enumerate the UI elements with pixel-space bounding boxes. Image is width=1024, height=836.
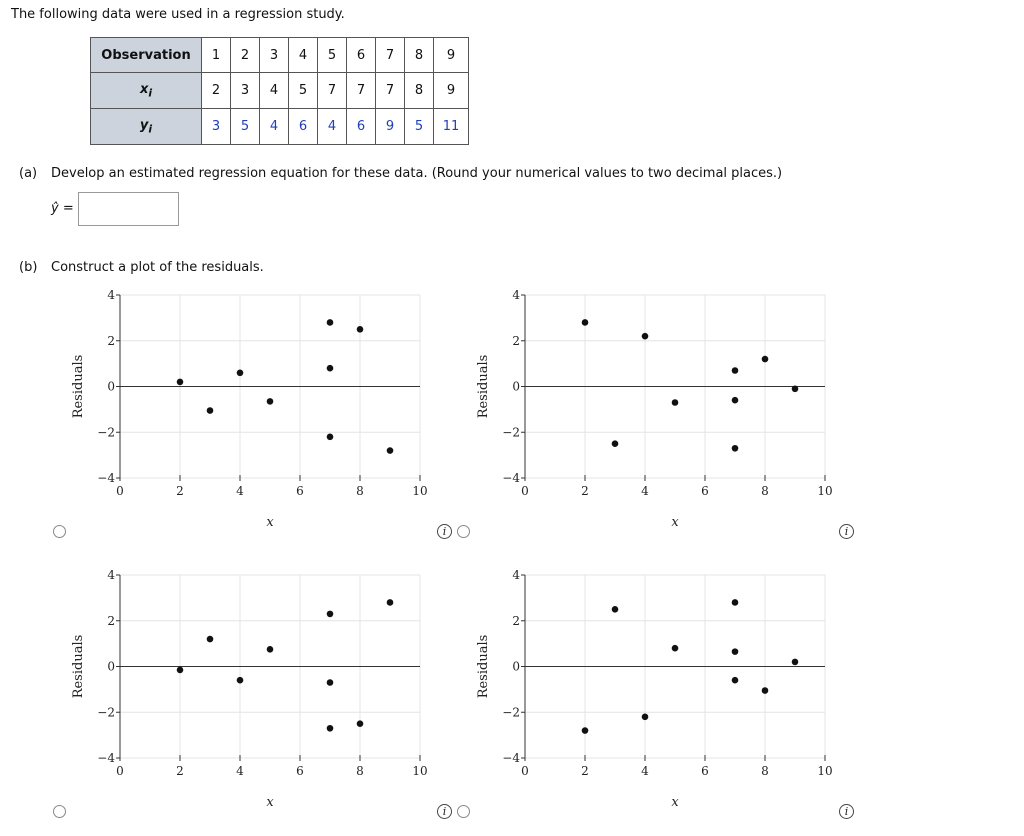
residual-point: [177, 667, 184, 674]
residual-point: [207, 407, 214, 414]
y-tick-label: −4: [502, 751, 520, 765]
x-tick-label: 10: [412, 764, 428, 778]
x-tick-label: 4: [236, 764, 244, 778]
y-header: $y_i$: [91, 109, 202, 145]
x-tick-label: 4: [641, 484, 649, 498]
residual-point: [582, 727, 589, 734]
y-tick-label: −2: [97, 425, 115, 440]
x-tick-label: 6: [296, 764, 304, 778]
intro-text: The following data were used in a regression study.: [11, 7, 345, 22]
x-tick-label: 8: [356, 484, 364, 498]
y-tick-label: −2: [97, 705, 115, 720]
x-cell: 5: [289, 73, 318, 109]
residual-plot-option-2: [475, 288, 845, 538]
x-cell: 7: [318, 73, 347, 109]
info-icon[interactable]: i: [437, 804, 452, 819]
x-tick-label: 2: [176, 484, 184, 498]
observation-cell: 5: [318, 38, 347, 73]
observation-cell: 1: [202, 38, 231, 73]
residual-point: [357, 326, 364, 333]
x-tick-label: 6: [701, 484, 709, 498]
residual-point: [267, 398, 274, 405]
part-a-text: Develop an estimated regression equation for these data. (Round your numerical values to two decimal places.): [51, 166, 783, 181]
observation-cell: 9: [434, 38, 469, 73]
residual-point: [642, 714, 649, 721]
part-b-text: Construct a plot of the residuals.: [51, 260, 264, 275]
residual-point: [267, 646, 274, 653]
x-tick-label: 0: [116, 484, 124, 498]
residual-point: [327, 434, 334, 441]
x-axis-label: x: [671, 795, 679, 810]
y-axis-label: Residuals: [476, 634, 491, 699]
residual-point: [387, 599, 394, 606]
yhat-label: ŷ =: [51, 201, 74, 216]
residual-point: [327, 365, 334, 372]
y-cell: 6: [289, 109, 318, 145]
x-tick-label: 10: [412, 484, 428, 498]
residual-point: [762, 356, 769, 363]
residual-point: [732, 445, 739, 452]
residual-point: [387, 447, 394, 454]
residual-point: [642, 333, 649, 340]
observation-cell: 6: [347, 38, 376, 73]
residual-point: [207, 636, 214, 643]
y-cell: 5: [231, 109, 260, 145]
observation-cell: 7: [376, 38, 405, 73]
y-cell: 9: [376, 109, 405, 145]
x-header: $x_i$: [91, 73, 202, 109]
x-cell: 7: [376, 73, 405, 109]
y-tick-label: 2: [512, 613, 520, 628]
residual-plot-option-3: [70, 568, 440, 818]
part-a-tag: (a): [19, 166, 38, 181]
residual-point: [237, 369, 244, 376]
residual-plot-option-1: [70, 288, 440, 538]
x-tick-label: 6: [296, 484, 304, 498]
y-tick-label: −2: [502, 425, 520, 440]
x-axis-label: x: [266, 515, 274, 530]
residual-point: [672, 645, 679, 652]
x-tick-label: 0: [116, 764, 124, 778]
residual-point: [357, 720, 364, 727]
plot-option-2-radio[interactable]: [457, 525, 470, 538]
y-row: [91, 109, 469, 145]
observation-cell: 2: [231, 38, 260, 73]
residual-point: [177, 379, 184, 386]
x-tick-label: 4: [641, 764, 649, 778]
x-cell: 8: [405, 73, 434, 109]
info-icon[interactable]: i: [437, 524, 452, 539]
observation-cell: 8: [405, 38, 434, 73]
residual-point: [672, 399, 679, 406]
residual-point: [732, 677, 739, 684]
x-row: [91, 73, 469, 109]
y-tick-label: 0: [107, 379, 115, 394]
x-tick-label: 4: [236, 484, 244, 498]
y-tick-label: −4: [502, 471, 520, 485]
y-tick-label: 4: [107, 288, 115, 302]
y-tick-label: 2: [107, 333, 115, 348]
residual-point: [732, 648, 739, 655]
y-tick-label: −4: [97, 471, 115, 485]
y-axis-label: Residuals: [71, 354, 86, 419]
x-cell: 3: [231, 73, 260, 109]
part-b-question: [19, 260, 264, 275]
y-tick-label: 0: [512, 659, 520, 674]
residual-point: [732, 367, 739, 374]
residual-point: [762, 687, 769, 694]
x-cell: 2: [202, 73, 231, 109]
x-tick-label: 8: [761, 764, 769, 778]
part-a-question: [19, 166, 782, 181]
y-tick-label: −2: [502, 705, 520, 720]
y-cell: 6: [347, 109, 376, 145]
plot-option-4-radio[interactable]: [457, 805, 470, 818]
y-axis-label: Residuals: [476, 354, 491, 419]
y-tick-label: 2: [512, 333, 520, 348]
y-cell: 4: [318, 109, 347, 145]
residual-point: [327, 725, 334, 732]
part-b-tag: (b): [19, 260, 38, 275]
residual-point: [732, 599, 739, 606]
y-tick-label: 4: [512, 288, 520, 302]
x-tick-label: 0: [521, 484, 529, 498]
x-tick-label: 0: [521, 764, 529, 778]
x-tick-label: 2: [176, 764, 184, 778]
observation-cell: 4: [289, 38, 318, 73]
residual-point: [327, 319, 334, 326]
y-cell: 11: [434, 109, 469, 145]
info-icon[interactable]: i: [839, 804, 854, 819]
info-icon[interactable]: i: [839, 524, 854, 539]
residual-point: [327, 679, 334, 686]
regression-equation-input[interactable]: [78, 192, 179, 226]
y-cell: 4: [260, 109, 289, 145]
x-cell: 9: [434, 73, 469, 109]
plot-option-1-radio[interactable]: [53, 525, 66, 538]
y-tick-label: 0: [107, 659, 115, 674]
y-tick-label: 4: [512, 568, 520, 582]
x-axis-label: x: [266, 795, 274, 810]
x-axis-label: x: [671, 515, 679, 530]
data-table: [90, 37, 469, 145]
y-axis-label: Residuals: [71, 634, 86, 699]
x-cell: 4: [260, 73, 289, 109]
x-tick-label: 6: [701, 764, 709, 778]
residual-point: [612, 440, 619, 447]
y-cell: 5: [405, 109, 434, 145]
x-tick-label: 10: [817, 484, 833, 498]
residual-point: [732, 397, 739, 404]
observation-header: Observation: [91, 38, 202, 73]
y-tick-label: 0: [512, 379, 520, 394]
residual-plot-option-4: [475, 568, 845, 818]
plot-option-3-radio[interactable]: [53, 805, 66, 818]
residual-point: [612, 606, 619, 613]
x-cell: 7: [347, 73, 376, 109]
y-tick-label: 4: [107, 568, 115, 582]
x-tick-label: 10: [817, 764, 833, 778]
y-cell: 3: [202, 109, 231, 145]
residual-point: [792, 385, 799, 392]
residual-point: [327, 611, 334, 618]
x-tick-label: 8: [356, 764, 364, 778]
x-tick-label: 8: [761, 484, 769, 498]
x-tick-label: 2: [581, 484, 589, 498]
y-tick-label: −4: [97, 751, 115, 765]
residual-point: [792, 659, 799, 666]
observation-row: [91, 38, 469, 73]
residual-point: [237, 677, 244, 684]
y-tick-label: 2: [107, 613, 115, 628]
observation-cell: 3: [260, 38, 289, 73]
x-tick-label: 2: [581, 764, 589, 778]
residual-point: [582, 319, 589, 326]
